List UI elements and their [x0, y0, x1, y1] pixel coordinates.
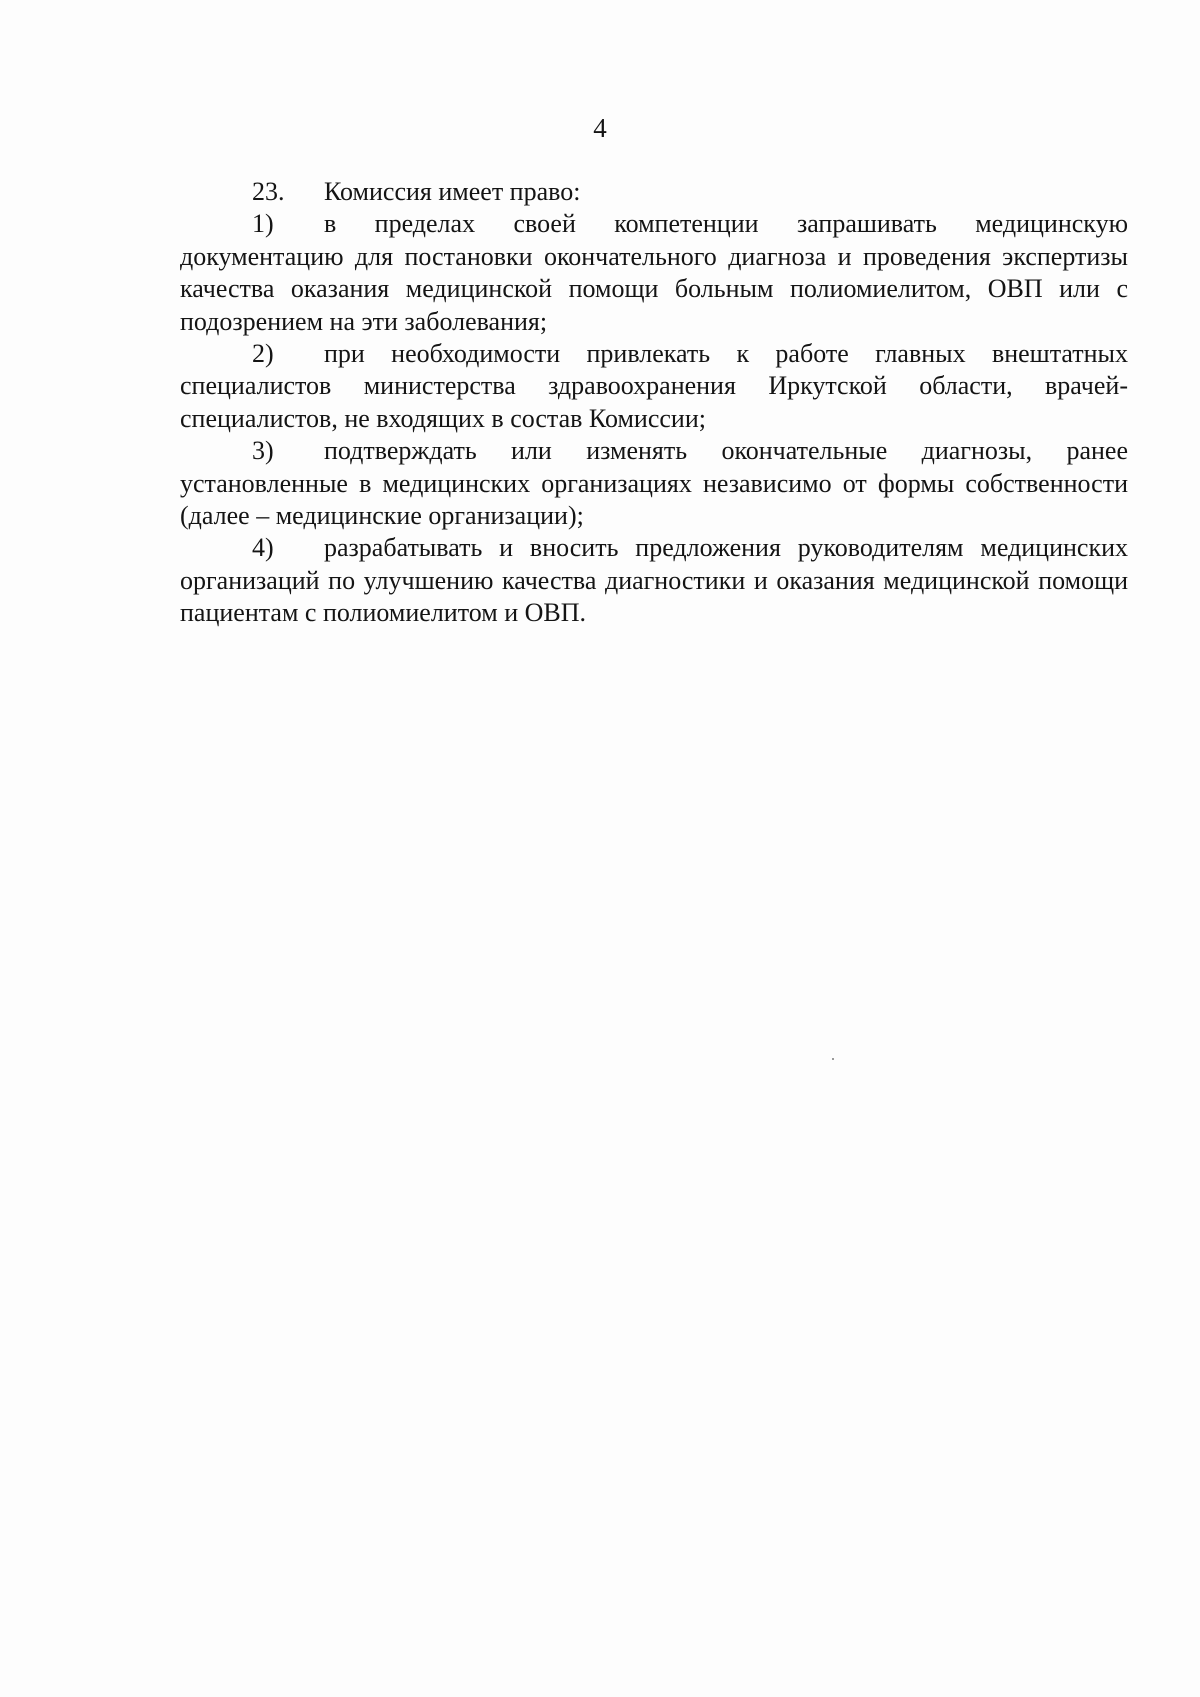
- list-item-text: разрабатывать и вносить предложения руководителям медицинских организаций по улучшению качества диагностики и оказания медицинской помощи пациентам с полиомиелитом и ОВП.: [180, 533, 1128, 628]
- document-body: [180, 176, 1128, 630]
- list-item-number: 2): [252, 339, 274, 369]
- list-item-3: [180, 435, 1128, 532]
- page-number: 4: [593, 113, 607, 143]
- paragraph-text: Комиссия имеет право:: [324, 177, 581, 206]
- list-item-1: [180, 208, 1128, 338]
- list-item-text: при необходимости привлекать к работе главных внештатных специалистов министерства здравоохранения Иркутской области, врачей-специалистов, не входящих в состав Комиссии;: [180, 339, 1128, 433]
- paragraph-23: [180, 176, 1128, 208]
- list-item-text: подтверждать или изменять окончательные диагнозы, ранее установленные в медицинских организациях независимо от формы собственности (далее – медицинские организации);: [180, 436, 1128, 531]
- scan-speck: [832, 1058, 834, 1060]
- list-item-number: 3): [252, 436, 274, 466]
- list-item-number: 1): [252, 209, 274, 239]
- paragraph-number: 23.: [252, 177, 285, 206]
- list-item-2: [180, 338, 1128, 435]
- list-item-4: [180, 532, 1128, 629]
- list-item-number: 4): [252, 533, 274, 563]
- list-item-text: в пределах своей компетенции запрашивать медицинскую документацию для постановки окончательного диагноза и проведения экспертизы качества оказания медицинской помощи больным полиомиелитом, ОВП или с подозрением на эти заболевания;: [180, 209, 1128, 336]
